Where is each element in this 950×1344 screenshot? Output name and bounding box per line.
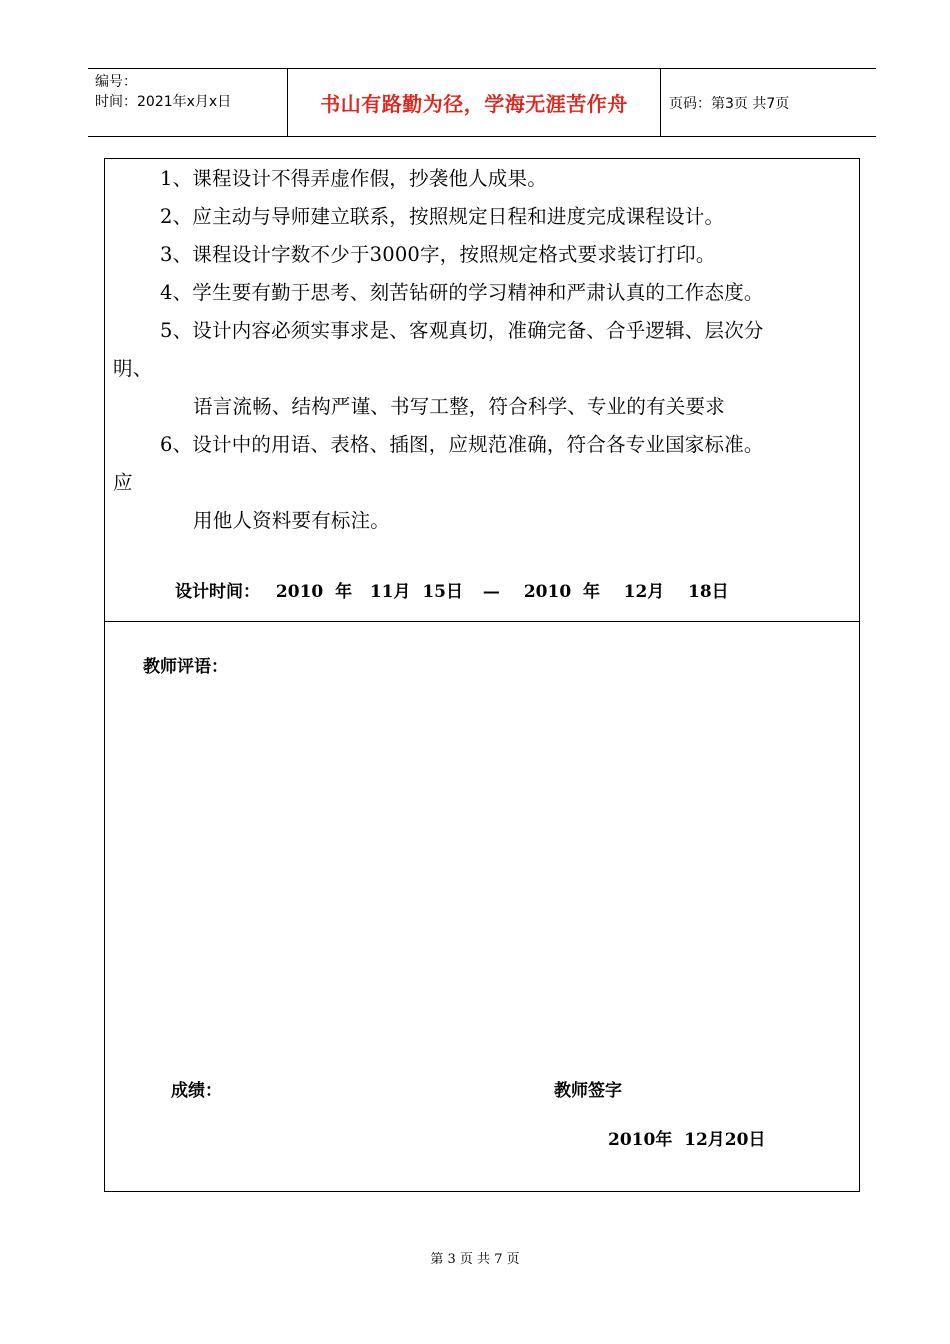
serial-label: 编号： (95, 74, 137, 90)
design-time-dash: — (482, 582, 500, 602)
page-footer (0, 1248, 950, 1267)
requirements-box (104, 158, 860, 622)
requirement-item-5-line-2: 明、 (113, 357, 153, 380)
design-time-end: 2010 年 12月 18日 (523, 582, 729, 602)
comments-box (104, 622, 860, 1192)
footer-page-number: 第 3 页 共 7 页 (430, 1252, 520, 1267)
header-motto-cell (288, 69, 661, 136)
page-header (88, 68, 876, 137)
header-page-cell (661, 69, 876, 136)
header-meta-cell (88, 69, 288, 136)
requirement-item-4: 4、学生要有勤于思考、刻苦钻研的学习精神和严肃认真的工作态度。 (160, 281, 764, 304)
score-label: 成绩： (171, 1081, 222, 1101)
design-time-start: 2010 年 11月 15日 (275, 582, 463, 602)
comment-date: 2010年 12月20日 (608, 1130, 766, 1150)
requirement-item-6-line-2: 应 (113, 471, 133, 494)
design-time-row (175, 577, 729, 602)
requirement-item-5-line-1: 5、设计内容必须实事求是、客观真切，准确完备、合乎逻辑、层次分 (160, 319, 764, 342)
time-label: 时间：2021年x月x日 (95, 94, 232, 110)
requirement-item-2: 2、应主动与导师建立联系，按照规定日程和进度完成课程设计。 (160, 205, 725, 228)
design-time-label: 设计时间： (175, 582, 260, 602)
motto-text: 书山有路勤为径，学海无涯苦作舟 (320, 92, 628, 116)
teacher-comment-label: 教师评语： (143, 657, 228, 677)
requirement-item-6-line-1: 6、设计中的用语、表格、插图，应规范准确，符合各专业国家标准。 (160, 433, 764, 456)
requirement-item-5-line-3: 语言流畅、结构严谨、书写工整，符合科学、专业的有关要求 (193, 395, 725, 418)
requirement-item-6-line-3: 用他人资料要有标注。 (193, 509, 391, 532)
requirement-item-1: 1、课程设计不得弄虚作假，抄袭他人成果。 (160, 167, 547, 190)
teacher-signature-label: 教师签字 (554, 1081, 622, 1101)
page-code: 页码：第3页 共7页 (669, 95, 790, 112)
requirement-item-3: 3、课程设计字数不少于3000字，按照规定格式要求装订打印。 (160, 243, 716, 266)
